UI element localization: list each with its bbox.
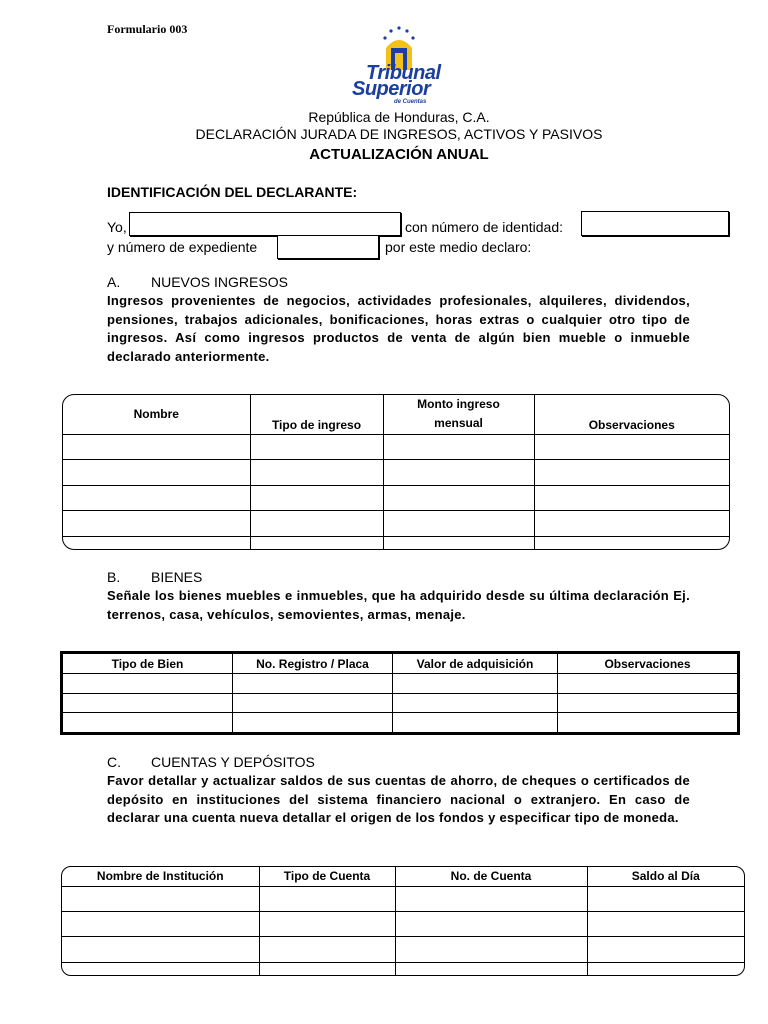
accounts-col-institucion: Nombre de Institución	[62, 867, 259, 886]
identity-label: con número de identidad:	[405, 219, 563, 235]
tribunal-logo	[348, 24, 441, 106]
table-row	[63, 511, 729, 537]
section-c-letter: C.	[107, 754, 121, 770]
table-row	[62, 937, 744, 962]
section-b-letter: B.	[107, 569, 121, 585]
section-c-paragraph: Favor detallar y actualizar saldos de sus cuentas de ahorro, de cheques o certificados de depósito en instituciones del sistema financiero nacional o extranjero. En caso de declarar una cuenta nueva detallar el origen de los fondos y especificar tipo de moneda.	[107, 773, 690, 825]
section-a-paragraph: Ingresos provenientes de negocios, actividades profesionales, alquileres, dividendos, pensiones, trabajos adicionales, bonificaciones, horas extras o cualquier otro tipo de ingresos. Así como ingresos productos de venta de algún bien mueble o inmueble declarado anteriormente.	[107, 293, 690, 364]
accounts-col-saldo: Saldo al Día	[587, 867, 744, 886]
logo-word-tribunal: Tribunal	[366, 62, 441, 84]
assets-table	[60, 651, 740, 735]
section-a-title: NUEVOS INGRESOS	[151, 274, 288, 290]
accounts-col-numero: No. de Cuenta	[395, 867, 587, 886]
section-b-title: BIENES	[151, 569, 203, 585]
table-row	[63, 485, 729, 511]
assets-col-registro: No. Registro / Placa	[233, 654, 393, 674]
section-b-heading	[107, 569, 202, 585]
section-a-letter: A.	[107, 274, 121, 290]
name-field[interactable]	[129, 212, 401, 236]
table-row	[62, 962, 744, 975]
declare-label: por este medio declaro:	[385, 239, 532, 255]
form-code: Formulario 003	[107, 22, 188, 36]
header-annual-update: ACTUALIZACIÓN ANUAL	[309, 146, 489, 163]
income-table	[62, 394, 730, 550]
table-row	[63, 460, 729, 486]
table-row	[63, 693, 738, 713]
header-declaration: DECLARACIÓN JURADA DE INGRESOS, ACTIVOS Y PASIVOS	[195, 126, 603, 142]
identification-title: IDENTIFICACIÓN DEL DECLARANTE:	[107, 184, 358, 200]
assets-col-valor: Valor de adquisición	[393, 654, 558, 674]
table-row	[63, 674, 738, 694]
section-b-paragraph: Señale los bienes muebles e inmuebles, que ha adquirido desde su última declaración Ej. terrenos, casa, vehículos, semovientes, armas, menaje.	[107, 588, 690, 622]
income-col-monto: Monto ingreso mensual	[383, 395, 534, 434]
table-row	[63, 434, 729, 460]
assets-col-tipo: Tipo de Bien	[63, 654, 233, 674]
table-row	[63, 713, 738, 733]
identity-number-field[interactable]	[581, 211, 729, 236]
section-a-heading	[107, 274, 288, 290]
table-row	[63, 536, 729, 549]
expediente-field[interactable]	[277, 235, 379, 259]
yo-label: Yo,	[107, 219, 127, 235]
accounts-table	[61, 866, 745, 976]
income-col-nombre: Nombre	[63, 395, 250, 434]
table-row	[62, 886, 744, 911]
table-row	[62, 911, 744, 936]
section-c-heading	[107, 754, 315, 770]
header-country: República de Honduras, C.A.	[308, 109, 490, 125]
logo-word-de-cuentas: de Cuentas	[394, 99, 427, 105]
accounts-col-tipo: Tipo de Cuenta	[259, 867, 395, 886]
section-c-title: CUENTAS Y DEPÓSITOS	[151, 754, 315, 770]
income-col-observaciones: Observaciones	[534, 395, 729, 434]
logo-word-superior: Superior	[352, 78, 431, 100]
income-col-tipo: Tipo de ingreso	[250, 395, 383, 434]
assets-col-observaciones: Observaciones	[558, 654, 738, 674]
expediente-label: y número de expediente	[107, 239, 258, 255]
